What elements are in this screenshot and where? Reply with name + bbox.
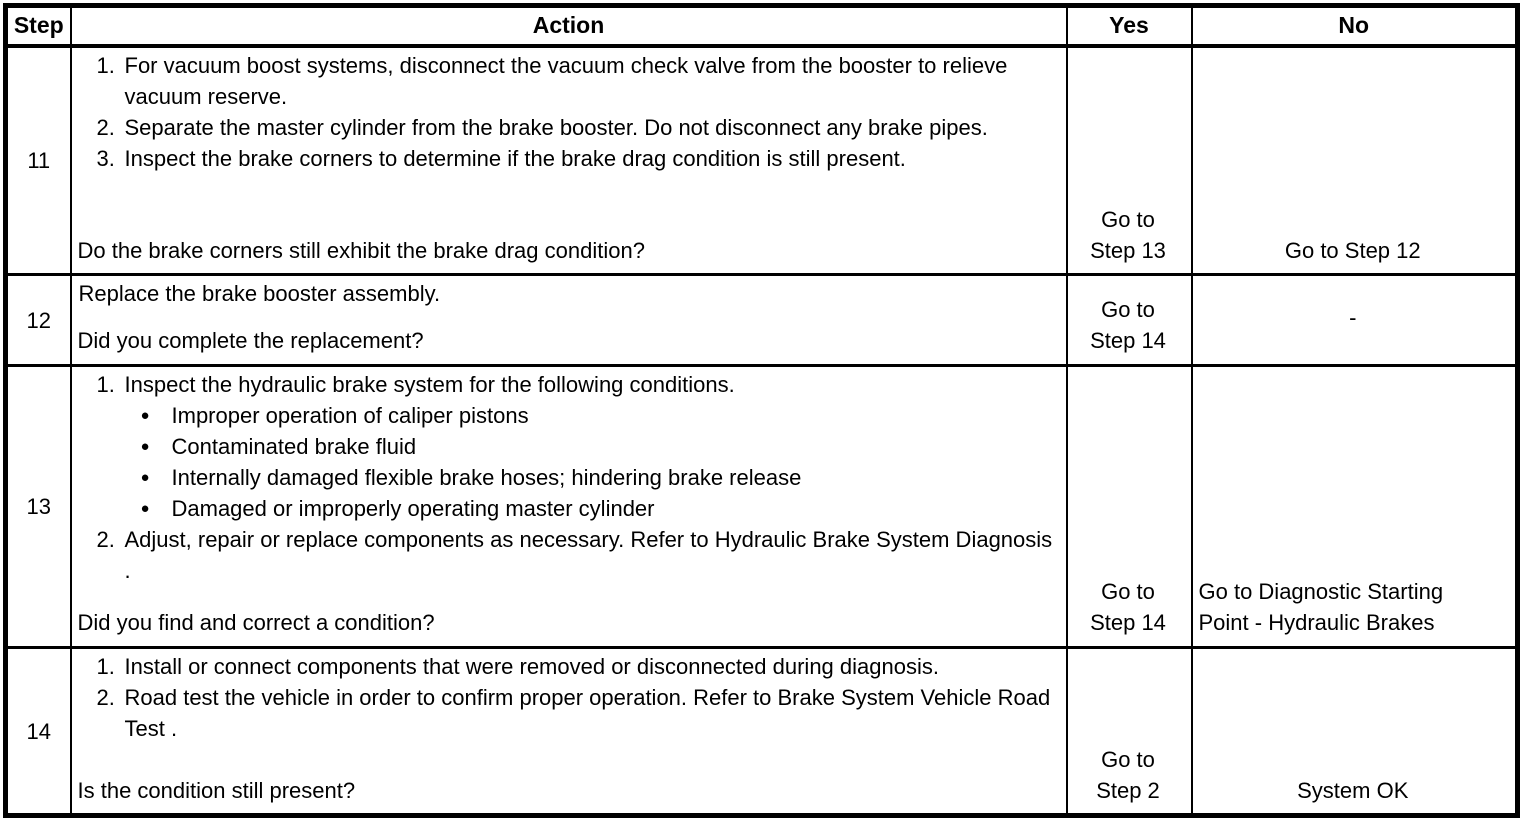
diagnostic-table — [3, 3, 1520, 818]
item-number: 2. — [96, 685, 115, 710]
question-text: Did you find and correct a condition? — [77, 610, 435, 635]
goto-line: Step 13 — [1090, 237, 1166, 263]
action-item — [78, 524, 1058, 586]
column-header-no: No — [1192, 6, 1518, 46]
bullet-icon: ● — [140, 407, 150, 424]
question-text: Do the brake corners still exhibit the brake drag condition? — [77, 237, 645, 263]
item-text: Road test the vehicle in order to confirm proper operation. Refer to Brake System Vehicle Road Test . — [124, 685, 1051, 741]
step-number: 11 — [6, 46, 71, 275]
action-item — [78, 112, 1058, 143]
question-text: Did you complete the replacement? — [77, 328, 424, 353]
action-cell — [71, 648, 1067, 816]
goto-line: Go to Step 12 — [1284, 237, 1421, 263]
goto-line: Go to — [1101, 297, 1155, 322]
item-text: Inspect the hydraulic brake system for the following conditions. — [124, 372, 735, 397]
bullet-item — [78, 462, 1058, 493]
action-item — [78, 682, 1058, 744]
step-number: 14 — [6, 648, 71, 816]
item-number: 1. — [96, 372, 115, 397]
bullet-item — [78, 431, 1058, 462]
action-item — [78, 50, 1058, 112]
bullet-icon: ● — [140, 438, 150, 455]
item-number: 1. — [96, 654, 115, 679]
column-header-step: Step — [6, 6, 71, 46]
bullet-text: Improper operation of caliper pistons — [171, 403, 529, 428]
item-text: Adjust, repair or replace components as necessary. Refer to Hydraulic Brake System Diagnosis . — [124, 527, 1053, 583]
yes-cell — [1067, 46, 1192, 275]
column-header-action: Action — [71, 6, 1067, 46]
no-cell — [1192, 648, 1518, 816]
item-number: 3. — [96, 145, 115, 171]
goto-line: Go to Diagnostic Starting — [1198, 579, 1444, 604]
bullet-icon: ● — [140, 469, 150, 486]
goto-line: Step 14 — [1090, 328, 1166, 353]
table-row-step-14 — [6, 648, 1518, 816]
no-cell — [1192, 275, 1518, 366]
action-cell — [71, 275, 1067, 366]
dash-placeholder: - — [1349, 304, 1357, 330]
table-row-step-13 — [6, 366, 1518, 648]
yes-cell — [1067, 366, 1192, 648]
bullet-icon: ● — [140, 500, 150, 517]
header-row — [6, 6, 1518, 46]
bullet-text: Internally damaged flexible brake hoses; hindering brake release — [171, 465, 802, 490]
bullet-item — [78, 493, 1058, 524]
step-number: 13 — [6, 366, 71, 648]
goto-line: Step 2 — [1096, 778, 1160, 803]
bullet-text: Contaminated brake fluid — [171, 434, 417, 459]
step-number: 12 — [6, 275, 71, 366]
column-header-yes: Yes — [1067, 6, 1192, 46]
diagnostic-table-page — [3, 3, 1520, 818]
no-cell — [1192, 366, 1518, 648]
action-statement: Replace the brake booster assembly. — [78, 281, 441, 306]
bullet-text: Damaged or improperly operating master cylinder — [171, 496, 655, 521]
item-text: Inspect the brake corners to determine if the brake drag condition is still present. — [124, 145, 906, 171]
item-number: 1. — [96, 52, 115, 78]
goto-line: Go to — [1101, 206, 1155, 232]
action-cell — [71, 366, 1067, 648]
item-number: 2. — [96, 114, 115, 140]
action-item — [78, 651, 1058, 682]
bullet-item — [78, 400, 1058, 431]
item-text: Install or connect components that were removed or disconnected during diagnosis. — [124, 654, 939, 679]
goto-line: System OK — [1297, 778, 1409, 803]
goto-line: Go to — [1101, 579, 1155, 604]
action-item — [78, 369, 1058, 400]
yes-cell — [1067, 275, 1192, 366]
item-number: 2. — [96, 527, 115, 552]
action-cell — [71, 46, 1067, 275]
action-item — [78, 143, 1058, 174]
goto-line: Go to — [1101, 747, 1155, 772]
item-text: Separate the master cylinder from the brake booster. Do not disconnect any brake pipes. — [124, 114, 988, 140]
goto-line: Point - Hydraulic Brakes — [1198, 610, 1435, 635]
table-row-step-12 — [6, 275, 1518, 366]
yes-cell — [1067, 648, 1192, 816]
item-text: For vacuum boost systems, disconnect the vacuum check valve from the booster to relieve vacuum reserve. — [124, 52, 1008, 109]
goto-line: Step 14 — [1090, 610, 1166, 635]
no-cell — [1192, 46, 1518, 275]
question-text: Is the condition still present? — [77, 778, 356, 803]
table-row-step-11 — [6, 46, 1518, 275]
